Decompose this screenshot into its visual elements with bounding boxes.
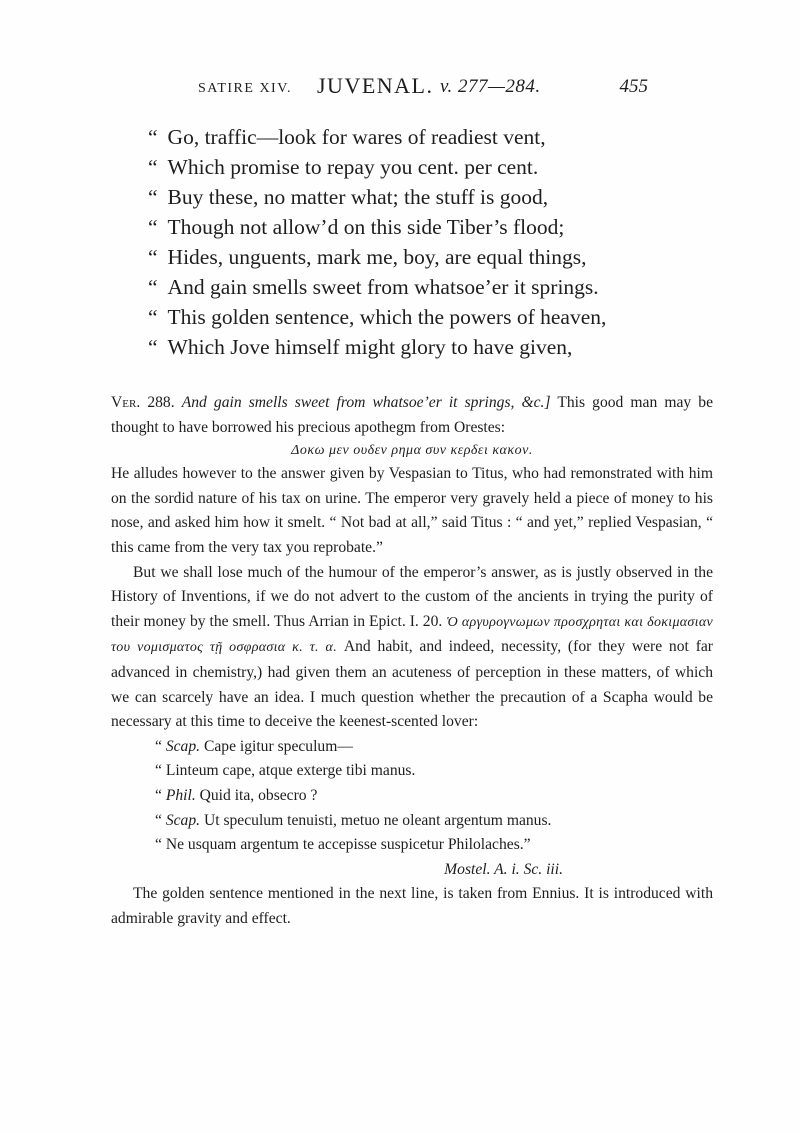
dialogue-line: “ Scap. Cape igitur speculum— (155, 737, 353, 755)
verse-line (148, 302, 708, 332)
running-head-line-range: v. 277—284. (440, 76, 541, 97)
verse-line (148, 272, 708, 302)
verse-line (148, 242, 708, 272)
greek-inline-quotation: Ὁ αργυρογνωμων προσχρηται και δοκιμασιαν του νομισματος τῇ οσφρασια κ. τ. α. (111, 614, 713, 656)
verse-quote-mark: “ (148, 275, 158, 299)
verse-text: Which promise to repay you cent. per cent. (167, 155, 539, 179)
note-text: But we shall lose much of the humour of the emperor’s answer, as is justly observed in the History of Inventions, if we do not advert to the custom of the ancients in trying the purity of their money by the smell. Thus Arrian in Epict. I. 20. (111, 563, 713, 630)
note-text: And habit, and indeed, necessity, (for they were not far advanced in chemistry,) had given them an acuteness of perception in these matters, of which we can scarcely have an idea. I much question whether the precaution of a Scapha would be necessary at this time to deceive the keenest-scented lover: (111, 638, 713, 731)
running-head-author: JUVENAL. (317, 73, 434, 98)
commentary-notes (111, 391, 713, 931)
verse-text: This golden sentence, which the powers of heaven, (167, 305, 607, 329)
dialogue-line: “ Phil. Quid ita, obsecro ? (155, 786, 318, 804)
dialogue-text: Linteum cape, atque exterge tibi manus. (165, 762, 416, 780)
verse-translation (148, 122, 708, 362)
verse-line (148, 332, 708, 362)
verse-quote-mark: “ (148, 155, 158, 179)
verse-text: Which Jove himself might glory to have given, (167, 335, 573, 359)
verse-line (148, 152, 708, 182)
note-continued: He alludes however to the answer given by Vespasian to Titus, who had remonstrated with him on the sordid nature of his tax on urine. The emperor very gravely held a piece of money to his nose, and asked him how it smelt. “ Not bad at all,” said Titus : “ and yet,” replied Vespasian, “ this came from the very tax you reprobate.” (111, 465, 713, 556)
verse-text: Go, traffic—look for wares of readiest vent, (167, 125, 546, 149)
verse-quote-mark: “ (148, 245, 158, 269)
dialogue-line: “ Scap. Ut speculum tenuisti, metuo ne oleant argentum manus. (155, 811, 552, 829)
verse-text: And gain smells sweet from whatsoe’er it springs. (167, 275, 599, 299)
verse-line (148, 122, 708, 152)
note-verse-288 (111, 391, 713, 440)
running-head (198, 73, 648, 103)
plautus-dialogue (111, 735, 713, 858)
note-text: This good man may be thought to have borrowed his precious apothegm from Orestes: (111, 394, 713, 436)
citation: Mostel. A. i. Sc. iii. (444, 860, 563, 878)
dialogue-speaker: Phil. (165, 786, 196, 804)
note-lemma: And gain smells sweet from whatsoe’er it springs, &c.] (181, 394, 551, 411)
dialogue-line: “ Ne usquam argentum te accepisse suspicetur Philolaches.” (155, 836, 531, 854)
verse-line (148, 212, 708, 242)
verse-quote-mark: “ (148, 305, 158, 329)
note-label: Ver. (111, 394, 141, 411)
dialogue-text: Ut speculum tenuisti, metuo ne oleant argentum manus. (203, 811, 552, 829)
verse-line (148, 182, 708, 212)
verse-quote-mark: “ (148, 125, 158, 149)
page-number: 455 (619, 76, 648, 97)
dialogue-text: Ne usquam argentum te accepisse suspicetur Philolaches.” (165, 836, 531, 854)
verse-quote-mark: “ (148, 335, 158, 359)
verse-text: Hides, unguents, mark me, boy, are equal things, (167, 245, 587, 269)
note-verse-number: 288. (147, 394, 175, 411)
dialogue-speaker: Scap. (165, 811, 201, 829)
dialogue-line: “ Linteum cape, atque exterge tibi manus. (155, 762, 416, 780)
closing-paragraph: The golden sentence mentioned in the next line, is taken from Ennius. It is introduced with admirable gravity and effect. (111, 885, 713, 927)
verse-quote-mark: “ (148, 215, 158, 239)
verse-quote-mark: “ (148, 185, 158, 209)
note-paragraph (111, 561, 713, 735)
greek-quotation: Δοκω μεν ουδεν ρημα συν κερδει κακον. (291, 443, 533, 459)
dialogue-text: Cape igitur speculum— (203, 737, 353, 755)
dialogue-text: Quid ita, obsecro ? (199, 786, 318, 804)
dialogue-speaker: Scap. (165, 737, 201, 755)
running-head-satire: SATIRE XIV. (198, 81, 293, 96)
verse-text: Buy these, no matter what; the stuff is good, (167, 185, 549, 209)
verse-text: Though not allow’d on this side Tiber’s flood; (167, 215, 565, 239)
